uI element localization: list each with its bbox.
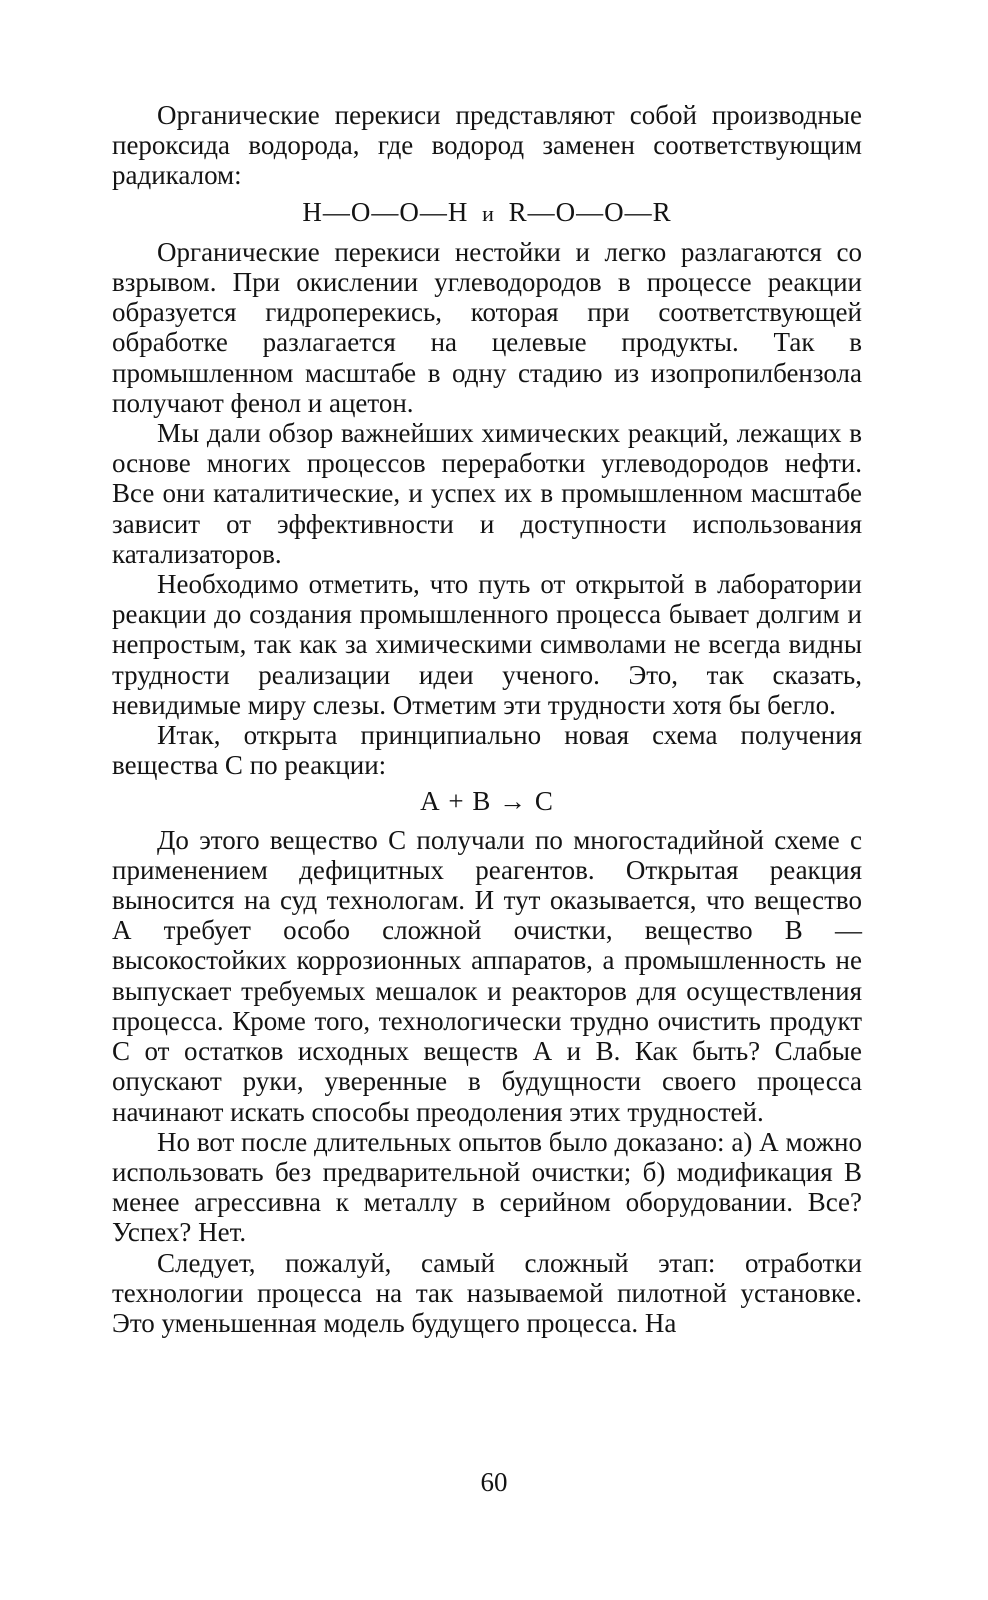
formula-conjunction: и bbox=[482, 200, 495, 226]
paragraph-7: Но вот после длительных опытов было доказано: а) А можно использовать без предварительной очистки; б) модификация В менее агрессивна к металлу в серийном оборудовании. Все? Успех? Нет. bbox=[112, 1126, 862, 1248]
page-body bbox=[112, 100, 862, 1338]
peroxide-formula bbox=[112, 197, 862, 229]
paragraph-4: Необходимо отметить, что путь от открытой в лаборатории реакции до создания промышленного процесса бывает долгим и непростым, так как за химическими символами не всегда видны трудности реализации идеи ученого. Это, так сказать, невидимые миру слезы. Отметим эти трудности хотя бы бегло. bbox=[112, 569, 862, 720]
paragraph-3: Мы дали обзор важнейших химических реакций, лежащих в основе многих процессов переработки углеводородов нефти. Все они каталитические, и успех их в промышленном масштабе зависит от эффективности и доступности использования катализаторов. bbox=[112, 418, 862, 569]
paragraph-8: Следует, пожалуй, самый сложный этап: отработки технологии процесса на так называемой пилотной установке. Это уменьшенная модель будущего процесса. На bbox=[112, 1247, 862, 1338]
formula-left: Н—О—О—Н bbox=[302, 196, 469, 227]
paragraph-5: Итак, открыта принципиально новая схема получения вещества С по реакции: bbox=[112, 720, 862, 781]
reaction-formula: А + В → С bbox=[420, 786, 554, 817]
paragraph-2: Органические перекиси нестойки и легко разлагаются со взрывом. При окислении углеводородов в процессе реакции образуется гидроперекись, которая при соответствующей обработке разлагается на целевые продукты. Так в промышленном масштабе в одну стадию из изопропилбензола получают фенол и ацетон. bbox=[112, 236, 862, 418]
paragraph-1: Органические перекиси представляют собой производные пероксида водорода, где водород заменен соответствующим радикалом: bbox=[112, 100, 862, 191]
page-number: 60 bbox=[480, 1467, 508, 1497]
formula-right: R—О—О—R bbox=[508, 196, 672, 227]
paragraph-6: До этого вещество С получали по многостадийной схеме с применением дефицитных реагентов. Открытая реакция выносится на суд технологам. И тут оказывается, что вещество А требует особо сложной очистки, вещество В — высокостойких коррозионных аппаратов, а промышленность не выпускает требуемых мешалок и реакторов для осуществления процесса. Кроме того, технологически трудно очистить продукт С от остатков исходных веществ А и В. Как быть? Слабые опускают руки, уверенные в будущности своего процесса начинают искать способы преодоления этих трудностей. bbox=[112, 824, 862, 1127]
